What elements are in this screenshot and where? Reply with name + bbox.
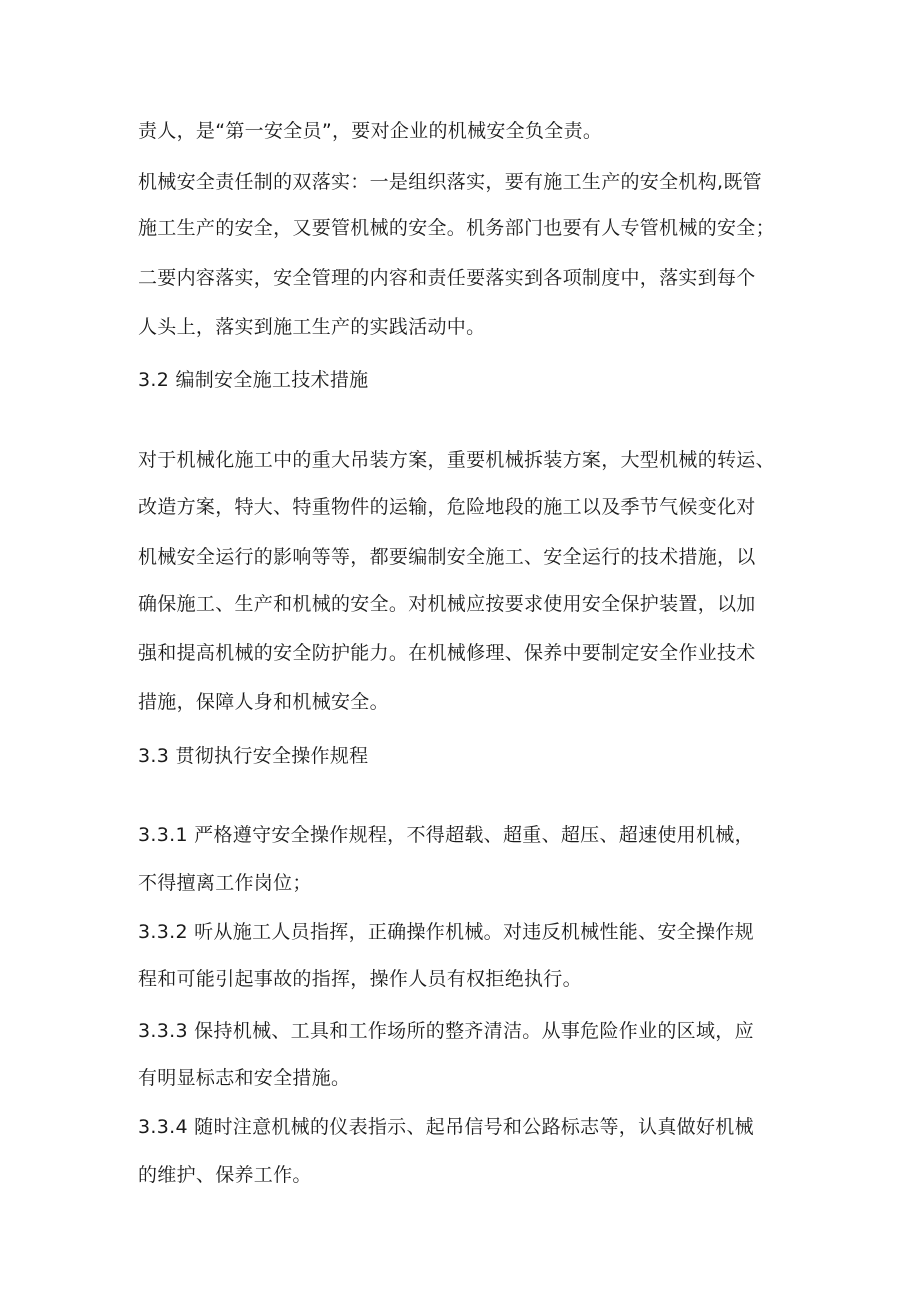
paragraph-line: 不得擅离工作岗位； xyxy=(138,872,312,894)
paragraph-line: 程和可能引起事故的指挥，操作人员有权拒绝执行。 xyxy=(138,968,582,990)
paragraph-line: 措施，保障人身和机械安全。 xyxy=(138,691,389,713)
paragraph-line: 对于机械化施工中的重大吊装方案，重要机械拆装方案，大型机械的转运、 xyxy=(138,449,775,471)
clause-3-3-4: 3.3.4 随时注意机械的仪表指示、起吊信号和公路标志等，认真做好机械 xyxy=(138,1116,754,1138)
paragraph-line: 有明显标志和安全措施。 xyxy=(138,1067,351,1089)
paragraph-line: 改造方案，特大、特重物件的运输，危险地段的施工以及季节气候变化对 xyxy=(138,496,756,518)
paragraph-line: 机械安全责任制的双落实：一是组织落实，要有施工生产的安全机构,既管 xyxy=(138,171,762,193)
section-heading-3-3: 3.3 贯彻执行安全操作规程 xyxy=(138,745,369,767)
paragraph-line: 强和提高机械的安全防护能力。在机械修理、保养中要制定安全作业技术 xyxy=(138,642,756,664)
clause-3-3-3: 3.3.3 保持机械、工具和工作场所的整齐清洁。从事危险作业的区域，应 xyxy=(138,1020,754,1042)
paragraph-line: 施工生产的安全，又要管机械的安全。机务部门也要有人专管机械的安全； xyxy=(138,217,775,239)
section-heading-3-2: 3.2 编制安全施工技术措施 xyxy=(138,369,369,391)
paragraph-line: 机械安全运行的影响等等，都要编制安全施工、安全运行的技术措施，以 xyxy=(138,546,756,568)
paragraph-line: 人头上，落实到施工生产的实践活动中。 xyxy=(138,316,486,338)
paragraph-line: 责人，是“第一安全员”，要对企业的机械安全负全责。 xyxy=(138,120,603,142)
clause-3-3-1: 3.3.1 严格遵守安全操作规程，不得超载、超重、超压、超速使用机械， xyxy=(138,824,754,846)
paragraph-line: 确保施工、生产和机械的安全。对机械应按要求使用安全保护装置，以加 xyxy=(138,593,756,615)
clause-3-3-2: 3.3.2 听从施工人员指挥，正确操作机械。对违反机械性能、安全操作规 xyxy=(138,921,754,943)
paragraph-line: 的维护、保养工作。 xyxy=(138,1164,312,1186)
paragraph-line: 二要内容落实，安全管理的内容和责任要落实到各项制度中，落实到每个 xyxy=(138,267,756,289)
